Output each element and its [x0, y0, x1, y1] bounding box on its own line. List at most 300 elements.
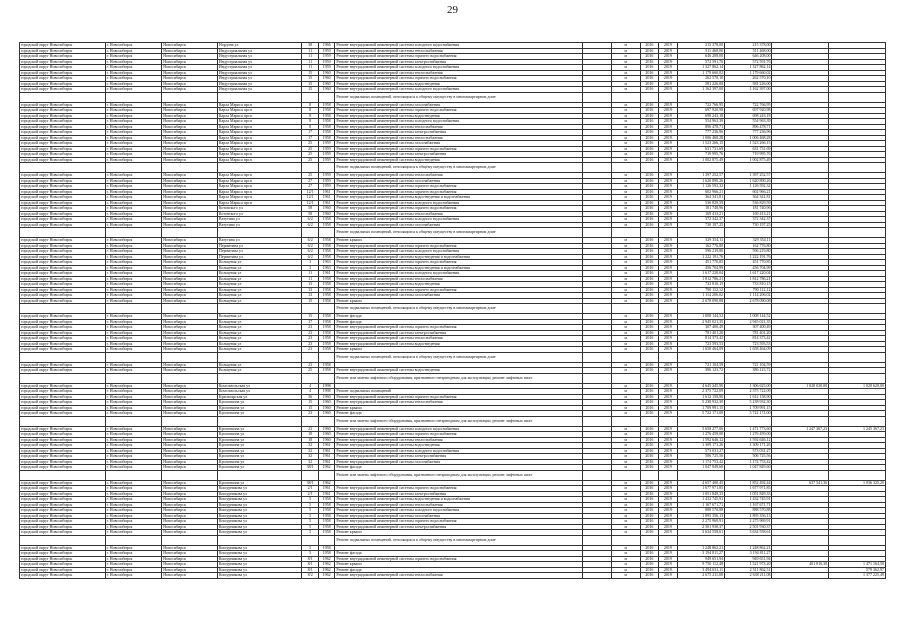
work-type-cell: Ремонт крыши: [335, 562, 582, 568]
municipality-cell: городской округ Новосибирск: [20, 405, 106, 411]
street-cell: Кошурникова ул: [217, 556, 302, 562]
unit-cell: м: [611, 567, 640, 573]
year-cell: 1958: [318, 325, 334, 331]
municipality-cell: городской округ Новосибирск: [20, 368, 106, 374]
start-year-cell: 2016: [640, 394, 659, 400]
end-year-cell: [659, 470, 678, 480]
unit-cell: м: [611, 336, 640, 342]
city-cell: Новосибирск: [162, 562, 218, 568]
start-year-cell: 2016: [640, 189, 659, 195]
spare-cell: [582, 228, 611, 238]
city-cell: Новосибирск: [162, 200, 218, 206]
end-year-cell: 2019: [659, 48, 678, 54]
city-cell: Новосибирск: [162, 217, 218, 223]
year-cell: 1959: [318, 65, 334, 71]
municipality-cell: городской округ Новосибирск: [20, 54, 106, 60]
unit-cell: м: [611, 102, 640, 108]
start-year-cell: 2016: [640, 314, 659, 320]
city-cell: Новосибирск: [162, 238, 218, 244]
year-cell: 1963: [318, 265, 334, 271]
total-cost-cell: 723 593,53: [677, 341, 724, 347]
work-type-cell: Ремонт внутридомовой инженерной системы горячего водоснабжения: [335, 189, 582, 195]
street-cell: Кольцевая ул: [217, 293, 302, 299]
total-cost-cell: 1 174 753,42: [677, 459, 724, 465]
year-cell: [318, 470, 334, 480]
end-year-cell: 2019: [659, 217, 678, 223]
municipality-cell: городской округ Новосибирск: [20, 524, 106, 530]
unit-cell: м: [611, 65, 640, 71]
locality-cell: г. Новосибирск: [105, 362, 162, 368]
budget-cost-cell: [772, 416, 829, 426]
municipality-cell: городской округ Новосибирск: [20, 298, 106, 304]
year-cell: 1958: [318, 135, 334, 141]
fund-cost-cell: 1 002 875,49: [725, 157, 772, 163]
house-cell: 11: [302, 65, 318, 71]
street-cell: Кольцевая ул: [217, 347, 302, 353]
city-cell: Новосибирск: [162, 443, 218, 449]
start-year-cell: 2016: [640, 573, 659, 579]
total-cost-cell: 573 031,27: [677, 448, 724, 454]
street-cell: Кольцевая ул: [217, 368, 302, 374]
municipality-cell: городской округ Новосибирск: [20, 178, 106, 184]
unit-cell: м: [611, 184, 640, 190]
street-cell: [217, 228, 302, 238]
total-cost-cell: 506 725,56: [677, 454, 724, 460]
street-cell: Комсомольская ул: [217, 389, 302, 395]
street-cell: Кольцевая ул: [217, 336, 302, 342]
end-year-cell: 2019: [659, 368, 678, 374]
total-cost-cell: 888 570,88: [677, 508, 724, 514]
street-cell: Карла Маркса прсп: [217, 195, 302, 201]
fund-cost-cell: [725, 373, 772, 383]
end-year-cell: 2019: [659, 130, 678, 136]
locality-cell: г. Новосибирск: [105, 524, 162, 530]
work-type-cell: Ремонт крыши: [335, 530, 582, 536]
end-year-cell: 2019: [659, 502, 678, 508]
end-year-cell: 2019: [659, 189, 678, 195]
budget-cost-cell: [772, 163, 829, 173]
city-cell: Новосибирск: [162, 119, 218, 125]
house-cell: 15: [302, 70, 318, 76]
municipality-cell: городской округ Новосибирск: [20, 502, 106, 508]
locality-cell: г. Новосибирск: [105, 519, 162, 525]
total-cost-cell: 572 591,76: [677, 59, 724, 65]
start-year-cell: [640, 163, 659, 173]
fund-cost-cell: 162 776,80: [725, 243, 772, 249]
locality-cell: г. Новосибирск: [105, 459, 162, 465]
locality-cell: г. Новосибирск: [105, 502, 162, 508]
street-cell: Индустриальная ул: [217, 48, 302, 54]
street-cell: Кольцевая ул: [217, 362, 302, 368]
spare-cell: [582, 304, 611, 314]
street-cell: Кошурникова ул: [217, 519, 302, 525]
locality-cell: г. Новосибирск: [105, 567, 162, 573]
end-year-cell: 2019: [659, 362, 678, 368]
fund-cost-cell: 790 112,12: [725, 287, 772, 293]
municipality-cell: городской округ Новосибирск: [20, 113, 106, 119]
unit-cell: м: [611, 314, 640, 320]
end-year-cell: 2019: [659, 530, 678, 536]
year-cell: 1959: [318, 184, 334, 190]
owner-cost-cell: 1 245 367,23: [829, 426, 886, 432]
start-year-cell: 2016: [640, 405, 659, 411]
start-year-cell: 2016: [640, 459, 659, 465]
fund-cost-cell: 1 617 220,04: [725, 271, 772, 277]
municipality-cell: городской округ Новосибирск: [20, 217, 106, 223]
work-type-cell: Ремонт внутридомовой инженерной системы горячего водоснабжения: [335, 260, 582, 266]
start-year-cell: 2016: [640, 157, 659, 163]
house-cell: [302, 163, 318, 173]
end-year-cell: 2019: [659, 459, 678, 465]
street-cell: Кошурникова ул: [217, 513, 302, 519]
work-type-cell: Ремонт крыши: [335, 405, 582, 411]
locality-cell: г. Новосибирск: [105, 157, 162, 163]
house-cell: 18: [302, 432, 318, 438]
locality-cell: г. Новосибирск: [105, 119, 162, 125]
start-year-cell: 2016: [640, 146, 659, 152]
total-cost-cell: 698 243,18: [677, 113, 724, 119]
start-year-cell: 2016: [640, 432, 659, 438]
unit-cell: м: [611, 319, 640, 325]
municipality-cell: [20, 352, 106, 362]
work-type-cell: Ремонт внутридомовой инженерной системы горячего водоснабжения: [335, 325, 582, 331]
start-year-cell: 2016: [640, 48, 659, 54]
house-cell: 38/1: [302, 480, 318, 486]
house-cell: 32: [302, 454, 318, 460]
start-year-cell: 2016: [640, 81, 659, 87]
fund-cost-cell: 949 651,94: [725, 556, 772, 562]
locality-cell: г. Новосибирск: [105, 551, 162, 557]
street-cell: Кропоткина ул: [217, 454, 302, 460]
unit-cell: м: [611, 383, 640, 389]
total-cost-cell: 162 776,80: [677, 243, 724, 249]
unit-cell: м: [611, 341, 640, 347]
year-cell: 1958: [318, 368, 334, 374]
unit-cell: [611, 92, 640, 102]
street-cell: Карла Маркса прсп: [217, 178, 302, 184]
city-cell: Новосибирск: [162, 108, 218, 114]
end-year-cell: 2019: [659, 65, 678, 71]
city-cell: Новосибирск: [162, 146, 218, 152]
locality-cell: г. Новосибирск: [105, 271, 162, 277]
start-year-cell: 2016: [640, 282, 659, 288]
municipality-cell: городской округ Новосибирск: [20, 76, 106, 82]
start-year-cell: 2016: [640, 130, 659, 136]
street-cell: Кошурникова ул: [217, 551, 302, 557]
work-type-cell: Ремонт внутридомовой инженерной системы теплоснабжения: [335, 135, 582, 141]
house-cell: 23: [302, 336, 318, 342]
year-cell: 1960: [318, 400, 334, 406]
locality-cell: г. Новосибирск: [105, 70, 162, 76]
work-type-cell: Ремонт фасада: [335, 314, 582, 320]
work-type-cell: Ремонт фасада: [335, 319, 582, 325]
table-row: [20, 304, 886, 314]
locality-cell: г. Новосибирск: [105, 260, 162, 266]
locality-cell: [105, 416, 162, 426]
municipality-cell: городской округ Новосибирск: [20, 65, 106, 71]
municipality-cell: городской округ Новосибирск: [20, 243, 106, 249]
city-cell: Новосибирск: [162, 341, 218, 347]
start-year-cell: 2016: [640, 178, 659, 184]
house-cell: 58: [302, 206, 318, 212]
start-year-cell: 2016: [640, 152, 659, 158]
work-type-cell: Ремонт внутридомовой инженерной системы теплоснабжения: [335, 173, 582, 179]
street-cell: Кропоткина ул: [217, 400, 302, 406]
unit-cell: м: [611, 437, 640, 443]
end-year-cell: 2019: [659, 556, 678, 562]
work-type-cell: Ремонт внутридомовой инженерной системы холодного водоснабжения: [335, 448, 582, 454]
fund-cost-cell: 511 468,00: [725, 48, 772, 54]
budget-cost-cell: [772, 304, 829, 314]
work-type-cell: Ремонт внутридомовой инженерной системы газоснабжения: [335, 293, 582, 299]
unit-cell: м: [611, 113, 640, 119]
street-cell: Кольцевая ул: [217, 314, 302, 320]
total-cost-cell: 5 722 171,00: [677, 411, 724, 417]
municipality-cell: городской округ Новосибирск: [20, 293, 106, 299]
work-type-cell: Ремонт внутридомовой инженерной системы холодного водоснабжения: [335, 508, 582, 514]
house-cell: 25: [302, 157, 318, 163]
work-type-cell: Ремонт внутридомовой инженерной системы водоотведения: [335, 368, 582, 374]
end-year-cell: 2019: [659, 405, 678, 411]
end-year-cell: 2019: [659, 238, 678, 244]
municipality-cell: городской округ Новосибирск: [20, 287, 106, 293]
fund-cost-cell: 456 704,99: [725, 265, 772, 271]
city-cell: Новосибирск: [162, 459, 218, 465]
city-cell: Новосибирск: [162, 486, 218, 492]
house-cell: 8/1: [302, 556, 318, 562]
total-cost-cell: 2 375 722,09: [677, 389, 724, 395]
end-year-cell: 2019: [659, 341, 678, 347]
owner-cost-cell: 1 471 164,50: [829, 562, 886, 568]
end-year-cell: 2019: [659, 524, 678, 530]
total-cost-cell: 1 276 459,00: [677, 432, 724, 438]
unit-cell: м: [611, 508, 640, 514]
municipality-cell: городской округ Новосибирск: [20, 341, 106, 347]
year-cell: 1960: [318, 70, 334, 76]
fund-cost-cell: 2 638 211,08: [725, 573, 772, 579]
total-cost-cell: 1 523 266,15: [677, 141, 724, 147]
end-year-cell: 2019: [659, 222, 678, 228]
start-year-cell: 2016: [640, 113, 659, 119]
fund-cost-cell: 1 895 356,13: [725, 513, 772, 519]
unit-cell: м: [611, 573, 640, 579]
total-cost-cell: 1 432 745,91: [677, 497, 724, 503]
fund-cost-cell: 1 179 660,02: [725, 70, 772, 76]
city-cell: Новосибирск: [162, 152, 218, 158]
start-year-cell: 2016: [640, 206, 659, 212]
city-cell: Новосибирск: [162, 394, 218, 400]
end-year-cell: 2019: [659, 480, 678, 486]
municipality-cell: городской округ Новосибирск: [20, 480, 106, 486]
unit-cell: м: [611, 389, 640, 395]
year-cell: 1961: [318, 271, 334, 277]
municipality-cell: городской округ Новосибирск: [20, 394, 106, 400]
locality-cell: г. Новосибирск: [105, 152, 162, 158]
unit-cell: м: [611, 206, 640, 212]
end-year-cell: 2019: [659, 124, 678, 130]
fund-cost-cell: 1 852 492,44: [725, 480, 772, 486]
year-cell: 1958: [318, 362, 334, 368]
house-cell: 11: [302, 48, 318, 54]
spare-cell: [582, 352, 611, 362]
fund-cost-cell: 646 208,00: [725, 54, 772, 60]
house-cell: 5: [302, 530, 318, 536]
city-cell: Новосибирск: [162, 65, 218, 71]
locality-cell: г. Новосибирск: [105, 432, 162, 438]
year-cell: 1958: [318, 341, 334, 347]
year-cell: 1962: [318, 562, 334, 568]
fund-cost-cell: 896 478,71: [725, 124, 772, 130]
end-year-cell: 2019: [659, 508, 678, 514]
total-cost-cell: 2 275 969,91: [677, 519, 724, 525]
municipality-cell: городской округ Новосибирск: [20, 491, 106, 497]
street-cell: Ватутина ул: [217, 222, 302, 228]
house-cell: 32: [302, 443, 318, 449]
unit-cell: м: [611, 178, 640, 184]
street-cell: Карла Маркса прсп: [217, 102, 302, 108]
budget-cost-cell: [772, 535, 829, 545]
unit-cell: [611, 228, 640, 238]
street-cell: Кропоткина ул: [217, 465, 302, 471]
total-cost-cell: 307 400,49: [677, 325, 724, 331]
work-type-cell: Ремонт внутридомовой инженерной системы горячего водоснабжения: [335, 206, 582, 212]
house-cell: 8/1: [302, 562, 318, 568]
city-cell: Новосибирск: [162, 87, 218, 93]
locality-cell: г. Новосибирск: [105, 411, 162, 417]
city-cell: Новосибирск: [162, 178, 218, 184]
year-cell: 1959: [318, 157, 334, 163]
total-cost-cell: 456 704,99: [677, 265, 724, 271]
locality-cell: г. Новосибирск: [105, 249, 162, 255]
locality-cell: г. Новосибирск: [105, 426, 162, 432]
city-cell: Новосибирск: [162, 383, 218, 389]
table-row: [20, 535, 886, 545]
table-row: [20, 373, 886, 383]
end-year-cell: 2019: [659, 211, 678, 217]
city-cell: Новосибирск: [162, 271, 218, 277]
municipality-cell: [20, 92, 106, 102]
end-year-cell: 2019: [659, 76, 678, 82]
budget-cost-cell: [772, 373, 829, 383]
city-cell: Новосибирск: [162, 362, 218, 368]
street-cell: [217, 352, 302, 362]
street-cell: Кошурникова ул: [217, 508, 302, 514]
house-cell: 6/2: [302, 254, 318, 260]
fund-cost-cell: 3 634 558,61: [725, 530, 772, 536]
unit-cell: м: [611, 276, 640, 282]
budget-cost-cell: [772, 228, 829, 238]
fund-cost-cell: 1 471 773,60: [725, 426, 772, 432]
year-cell: 1960: [318, 206, 334, 212]
start-year-cell: 2016: [640, 173, 659, 179]
locality-cell: г. Новосибирск: [105, 394, 162, 400]
work-type-cell: Ремонт внутридомовой инженерной системы электроснабжения: [335, 152, 582, 158]
municipality-cell: городской округ Новосибирск: [20, 551, 106, 557]
year-cell: 1960: [318, 411, 334, 417]
end-year-cell: [659, 163, 678, 173]
municipality-cell: городской округ Новосибирск: [20, 195, 106, 201]
work-type-cell: Ремонт внутридомовой инженерной системы горячего водоснабжения: [335, 243, 582, 249]
work-type-cell: Ремонт внутридомовой инженерной системы холодного водоснабжения: [335, 65, 582, 71]
year-cell: 1962: [318, 573, 334, 579]
year-cell: 1959: [318, 178, 334, 184]
street-cell: Ватутина ул: [217, 217, 302, 223]
street-cell: Кольцевая ул: [217, 282, 302, 288]
locality-cell: г. Новосибирск: [105, 293, 162, 299]
start-year-cell: 2016: [640, 508, 659, 514]
end-year-cell: 2019: [659, 108, 678, 114]
year-cell: [318, 92, 334, 102]
unit-cell: м: [611, 330, 640, 336]
owner-cost-cell: [829, 92, 886, 102]
end-year-cell: 2019: [659, 347, 678, 353]
unit-cell: м: [611, 81, 640, 87]
end-year-cell: [659, 304, 678, 314]
year-cell: 1958: [318, 222, 334, 228]
end-year-cell: 2019: [659, 432, 678, 438]
municipality-cell: городской округ Новосибирск: [20, 146, 106, 152]
street-cell: Пермитина ул: [217, 254, 302, 260]
municipality-cell: городской округ Новосибирск: [20, 556, 106, 562]
fund-cost-cell: 1 523 266,15: [725, 141, 772, 147]
unit-cell: м: [611, 217, 640, 223]
locality-cell: [105, 228, 162, 238]
locality-cell: г. Новосибирск: [105, 135, 162, 141]
municipality-cell: городской округ Новосибирск: [20, 319, 106, 325]
year-cell: 1958: [318, 243, 334, 249]
total-cost-cell: 215 378,00: [677, 43, 724, 49]
locality-cell: г. Новосибирск: [105, 287, 162, 293]
fund-cost-cell: 5 238 932,30: [725, 400, 772, 406]
end-year-cell: 2019: [659, 200, 678, 206]
total-cost-cell: 631 731,69: [677, 146, 724, 152]
total-cost-cell: 3 494 631,11: [677, 567, 724, 573]
house-cell: 23: [302, 426, 318, 432]
locality-cell: г. Новосибирск: [105, 43, 162, 49]
end-year-cell: 2019: [659, 70, 678, 76]
year-cell: 1958: [318, 124, 334, 130]
house-cell: 17: [302, 135, 318, 141]
fund-cost-cell: 1 620 890,26: [725, 178, 772, 184]
start-year-cell: [640, 535, 659, 545]
house-cell: 6/2: [302, 249, 318, 255]
locality-cell: г. Новосибирск: [105, 513, 162, 519]
end-year-cell: 2019: [659, 184, 678, 190]
work-type-cell: Ремонт внутридомовой инженерной системы электроснабжения: [335, 491, 582, 497]
street-cell: Котовского ул: [217, 211, 302, 217]
fund-cost-cell: 1 309 171,26: [725, 443, 772, 449]
city-cell: Новосибирск: [162, 141, 218, 147]
year-cell: 1958: [318, 217, 334, 223]
city-cell: [162, 163, 218, 173]
owner-cost-cell: [829, 535, 886, 545]
end-year-cell: 2019: [659, 325, 678, 331]
work-type-cell: Ремонт внутридомовой инженерной системы теплоснабжения: [335, 124, 582, 130]
street-cell: Кольцевая ул: [217, 341, 302, 347]
unit-cell: м: [611, 152, 640, 158]
work-type-cell: Ремонт внутридомовой инженерной системы электроснабжения: [335, 59, 582, 65]
year-cell: [318, 304, 334, 314]
city-cell: Новосибирск: [162, 173, 218, 179]
street-cell: Кропоткина ул: [217, 448, 302, 454]
year-cell: 1958: [318, 524, 334, 530]
street-cell: Индустриальная ул: [217, 87, 302, 93]
start-year-cell: 2016: [640, 135, 659, 141]
start-year-cell: 2016: [640, 108, 659, 114]
total-cost-cell: 790 112,12: [677, 287, 724, 293]
fund-cost-cell: [725, 304, 772, 314]
work-type-cell: Ремонт внутридомовой инженерной системы электроснабжения: [335, 454, 582, 460]
